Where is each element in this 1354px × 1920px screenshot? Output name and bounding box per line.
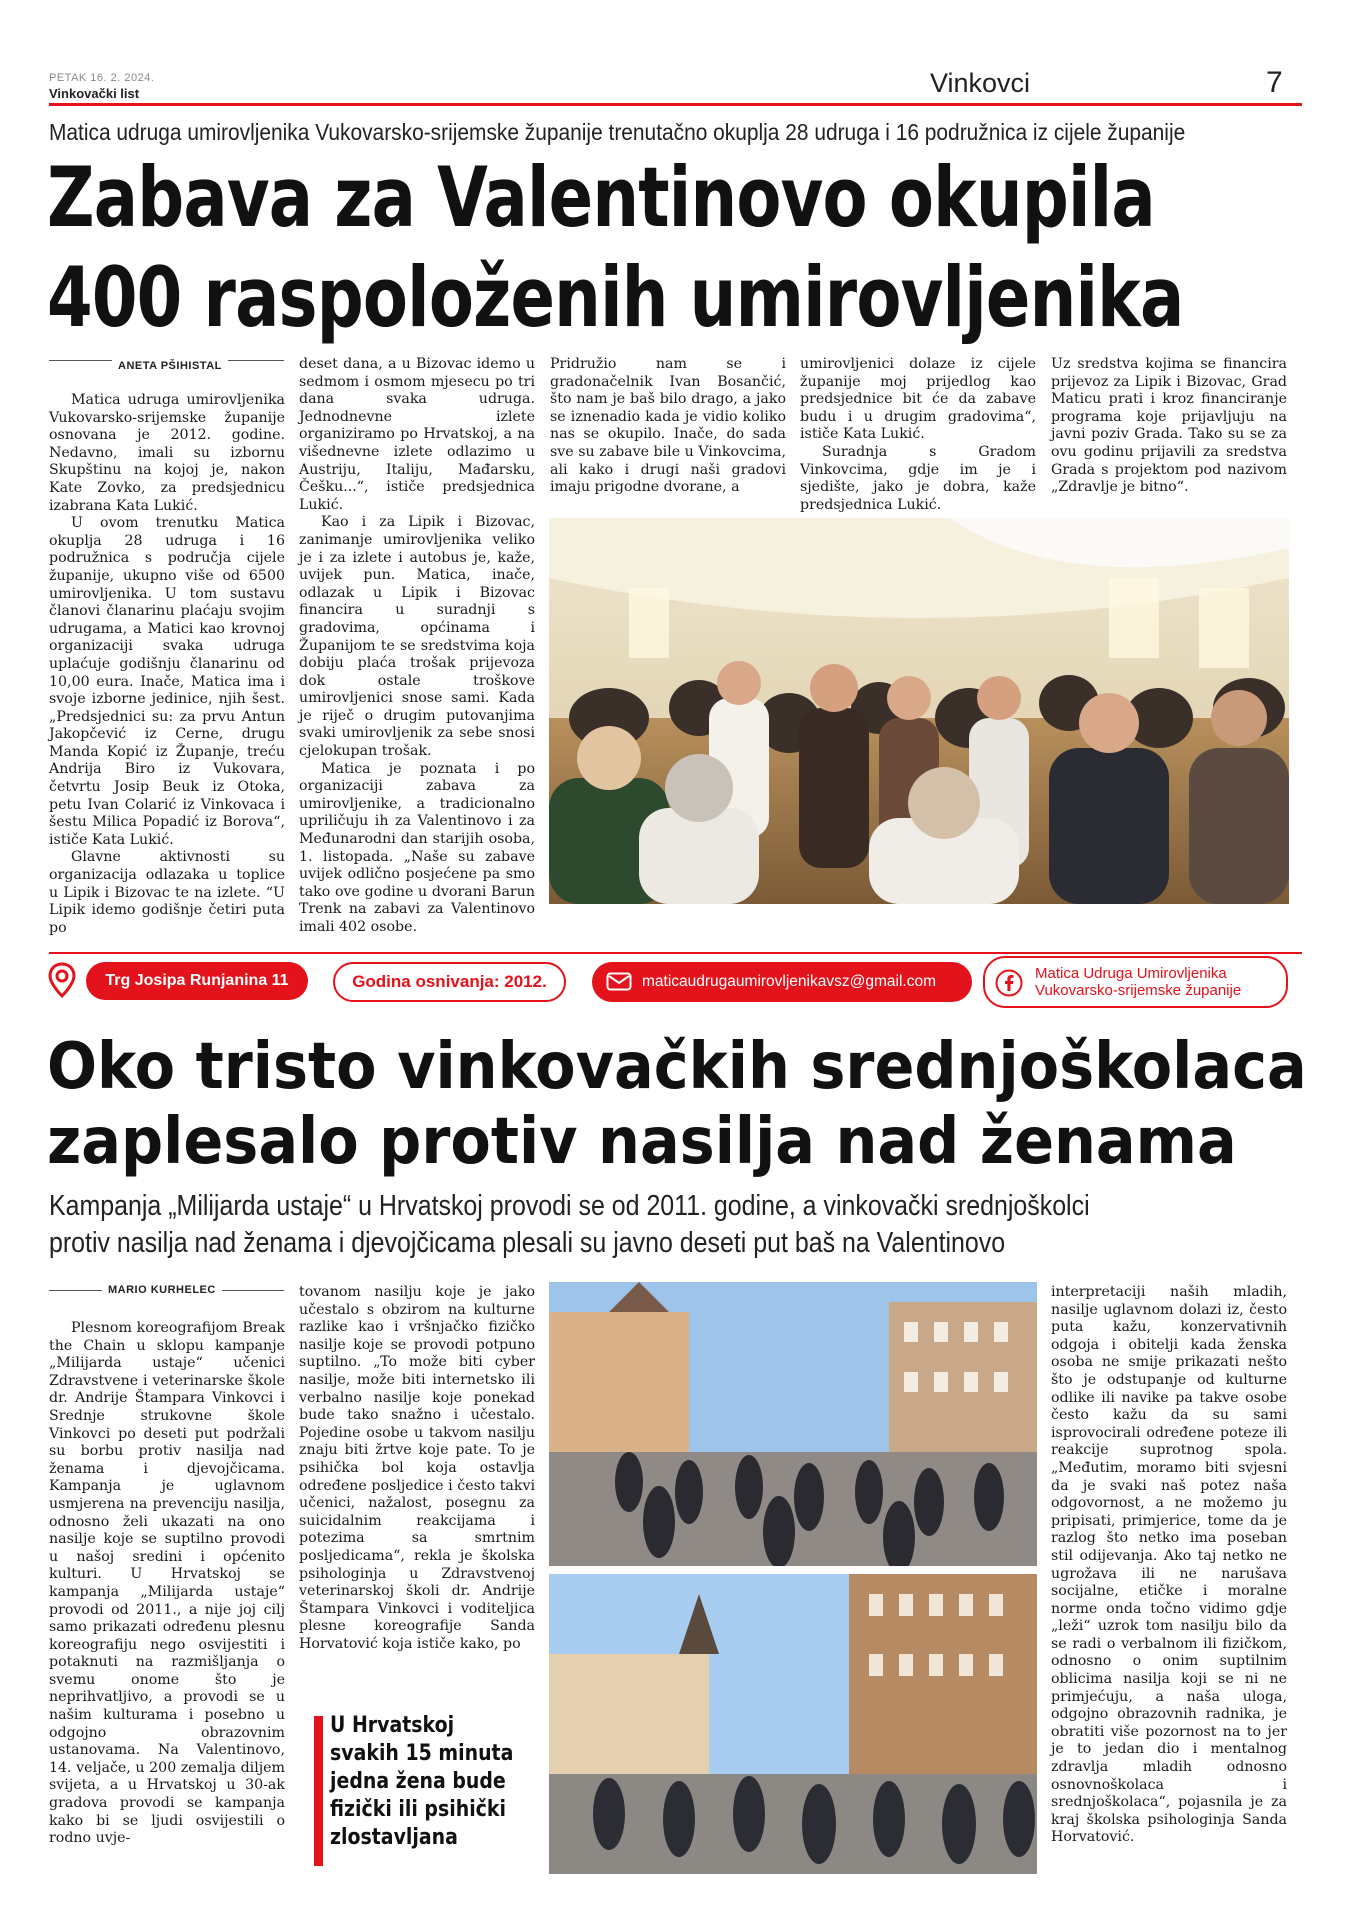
pull-quote-line: fizički ili psihički [330,1797,506,1822]
story1-headline-line2: 400 raspoloženih umirovljenika [47,249,1184,346]
facebook-name [1035,965,1241,999]
paragraph: Pridružio nam se i gradonačelnik Ivan Bosančić, što nam je baš bilo drago, a jako se iznenadio kada je vidio koliko nas se okupilo. Inače, do sada sve su zabave bile u Vinkovcima, ali kako i drugi naši gradovi imaju prigodne dvorane, a [550,356,786,496]
paragraph: Suradnja s Gradom Vinkovcima, gdje im je i sjedište, jako je dobra, kaže predsjednica Lukić. [800,443,1036,513]
story1-column-3 [550,356,786,497]
story2-column-1 [49,1320,285,1848]
email-pill[interactable] [592,962,972,1002]
facebook-pill[interactable] [983,956,1288,1008]
standfirst-line2: protiv nasilja nad ženama i djevojčicama plesali su javno deseti put baš na Valentinovo [49,1227,1006,1259]
newspaper-name: Vinkovački list [49,86,140,101]
story2-column-2 [299,1284,535,1653]
paragraph: Kao i za Lipik i Bizovac, zanimanje umirovljenika veliko je i za izlete i autobus je, kaže, uvijek pun. Matica, inače, odlazak u Lipik i Bizovac financira u suradnji s gradovima, općinama i Županijom te se sredstvima koja dobiju plaća trošak prijevoza dok ostale troškove umirovljenici snose sami. Kada je riječ o drugim putovanjima svaki umirovljenik za sebe snosi cjelokupan trošak. [299,514,535,760]
story1-column-5 [1051,356,1287,497]
story2-headline-line1: Oko tristo vinkovačkih srednjoškolaca [47,1030,1307,1104]
paragraph: tovanom nasilju koje je jako učestalo s obzirom na kulturne razlike kao i vršnjačko fizičko nasilje koje se provodi potpuno suptilno. „To može biti cyber nasilje, može biti internetsko ili verbalno nasilje koje ponekad bude tako snažno i učestalo. Pojedine osobe u takvom nasilju znaju biti žrtve koje pate. To je psihička bol koja ostavlja određene posljedice i često takvi učenici, nažalost, posegnu za suicidalnim reakcijama i potezima sa smrtnim posljedicama“, rekla je školska psihologinja u Zdravstvenoj veterinarskoj školi dr. Andrije Štampara Vinkovci i voditeljica plesne koreografije Sanda Horvatović koja ističe kako, po [299,1284,535,1652]
story1-headline-line1: Zabava za Valentinovo okupila [47,149,1155,246]
paragraph: Matica je poznata i po organizaciji zabava za umirovljenike, a tradicionalno upriličuju ih za Valentinovo i za Međunarodni dan starijih osoba, 1. listopada. „Naše su zabave uvijek odlično posjećene pa smo tako ove godine u dvorani Barun Trenk na zabavi za Valentinovo imali 402 osobe. [299,760,535,935]
paragraph: deset dana, a u Bizovac idemo u sedmom i osmom mjesecu po tri dana svaka udruga. Jednodnevne izlete organiziramo po Hrvatskoj, a na višednevne izlete odlazimo u Austriju, Italiju, Mađarsku, Češku...“, ističe predsjednica Lukić. [299,356,535,513]
paragraph: umirovljenici dolaze iz cijele županije moj prijedlog kao predsjednice bit će da zabave budu i u drugim gradovima“, ističe Kata Lukić. [800,356,1036,443]
paragraph: U ovom trenutku Matica okuplja 28 udruga i 16 podružnica s područja cijele županije, ukupno više od 6500 umirovljenika. U tom sustavu članovi članarinu plaćaju svojim udrugama, a Matici kao krovnoj organizaciji svaka udruga uplaćuje godišnju članarinu od 10,00 eura. Inače, Matica ima i svoje izborne jedinice, njih šest. „Predsjednici su: za prvu Antun Jakopčević iz Cerne, drugu Manda Kopić iz Županje, treću Andrija Biro iz Vukovara, četvrtu Josip Beuk iz Otoka, petu Ivan Colarić iz Vinkovaca i šestu Milica Popadić iz Borova“, ističe Kata Lukić. [49,515,285,848]
pull-quote-bar [314,1716,323,1866]
square-dance-illustration-1 [549,1282,1037,1566]
facebook-icon [995,969,1023,997]
pull-quote-line: jedna žena bude [330,1769,506,1794]
issue-date: PETAK 16. 2. 2024. [49,72,155,84]
page-number: 7 [1266,66,1283,99]
paragraph: Uz sredstva kojima se financira prijevoz za Lipik i Bizovac, Grad Maticu prati i kroz financiranje programa koje prijavljuju na javni poziv Grada. Tako su se za ovu godinu prijavili za sredstva Grada s projektom pod nazivom „Zdravlje je bitno“. [1051,356,1287,496]
section-title: Vinkovci [930,68,1031,98]
infobar-bottom-rule [49,952,1302,954]
paragraph: interpretaciji naših mladih, nasilje uglavnom dolazi iz, često puta kažu, konzervativnih odgoja i obitelji kada ženska osoba ne smije prikazati nešto što je odstupanje od kulturne odlike ili navike pa takve osobe često kažu da su sami isprovocirali određene poteze ili reakcije suprotnog spola. „Međutim, moramo biti svjesni da je svaki naš potez naša odgovornost, a ne možemo ju pripisati, primjerice, tome da je razlog što netko ima poseban stil odijevanja. Ako taj netko ne ugrožava ili ne narušava socijalne, etičke i moralne norme onda točno vidimo gdje „leži“ uzrok tom nasilju bilo da se radi o verbalnom ili fizičkom, odnosno o onim suptilnim oblicima nasilja koji se ni ne primjećuju, a naša uloga, odgojno obrazovnih radnika, je obratiti više pozornost na to jer je to jedan dio i mentalnog zdravlja mladih odnosno osnovnoškolaca i srednjoškolaca“, pojasnila je za kraj školska psihologinja Sanda Horvatović. [1051,1284,1287,1846]
envelope-icon [606,972,632,991]
dance-hall-illustration [549,518,1289,904]
paragraph: Glavne aktivnosti su organizacija odlazaka u toplice u Lipik i Bizovac te na izlete. “U Lipik idemo godišnje četiri puta po [49,849,285,936]
story1-column-4 [800,356,1036,514]
dance-hall-photo [549,518,1289,904]
story1-byline: ANETA PŠIHISTAL [112,360,228,372]
pull-quote-line: svakih 15 minuta [330,1741,514,1766]
square-dance-photo-2 [549,1574,1037,1874]
story2-column-3 [1051,1284,1287,1847]
pull-quote [330,1712,536,1852]
pull-quote-line: zlostavljana [330,1825,458,1850]
standfirst-line1: Kampanja „Milijarda ustaje“ u Hrvatskoj provodi se od 2011. godine, a vinkovački srednjoškolci [49,1190,1090,1222]
facebook-line2: Vukovarsko-srijemske županije [1035,982,1242,999]
story2-byline: MARIO KURHELEC [102,1284,222,1296]
founded-pill: Godina osnivanja: 2012. [333,962,566,1002]
pull-quote-line: U Hrvatskoj [330,1713,455,1738]
paragraph: Matica udruga umirovljenika Vukovarsko-srijemske županije osnovana je 2012. godine. Nedavno, imali su izbornu Skupštinu na kojoj je, nakon Kate Zovko, za predsjednicu izabrana Kata Lukić. [49,392,285,514]
facebook-line1: Matica Udruga Umirovljenika [1035,965,1227,982]
square-dance-photo-1 [549,1282,1037,1566]
header-rule [49,103,1302,106]
story1-column-2 [299,356,535,937]
story1-kicker: Matica udruga umirovljenika Vukovarsko-srijemske županije trenutačno okuplja 28 udruga i 16 podružnica iz cijele županije [49,119,1186,145]
story2-headline-line2: zaplesalo protiv nasilja nad ženama [47,1105,1237,1179]
location-pin-icon [48,962,76,998]
email-text: maticaudrugaumirovljenikavsz@gmail.com [642,973,936,990]
story2-standfirst [49,1188,1305,1262]
story1-column-1 [49,392,285,937]
square-dance-illustration-2 [549,1574,1037,1874]
paragraph: Plesnom koreografijom Break the Chain u sklopu kampanje „Milijarda ustaje“ učenici Zdravstvene i veterinarske škole dr. Andrije Štampara Vinkovci i Srednje strukovne škole Vinkovci po deseti put podržali su borbu protiv nasilja nad ženama i djevojčicama. Kampanja je uglavnom usmjerena na prevenciju nasilja, odnosno želi ukazati na ono nasilje koje se suptilno provodi u našoj sredini i općenito kulturi. U Hrvatskoj se kampanja „Milijarda ustaje“ provodi od 2011., a nije joj cilj samo prikazati određenu plesnu koreografiju nego osvijestiti i potaknuti na razmišljanja o svemu onome što je neprihvatljivo, a provodi se u našim kulturama i posebno u odgojno obrazovnim ustanovama. Na Valentinovo, 14. veljače, u 200 zemalja diljem svijeta, a u Hrvatskoj u 30-ak gradova provodi se kampanja kako bi se ljudi osvijestili o rodno uvje- [49,1320,285,1847]
address-pill: Trg Josipa Runjanina 11 [86,962,308,1000]
